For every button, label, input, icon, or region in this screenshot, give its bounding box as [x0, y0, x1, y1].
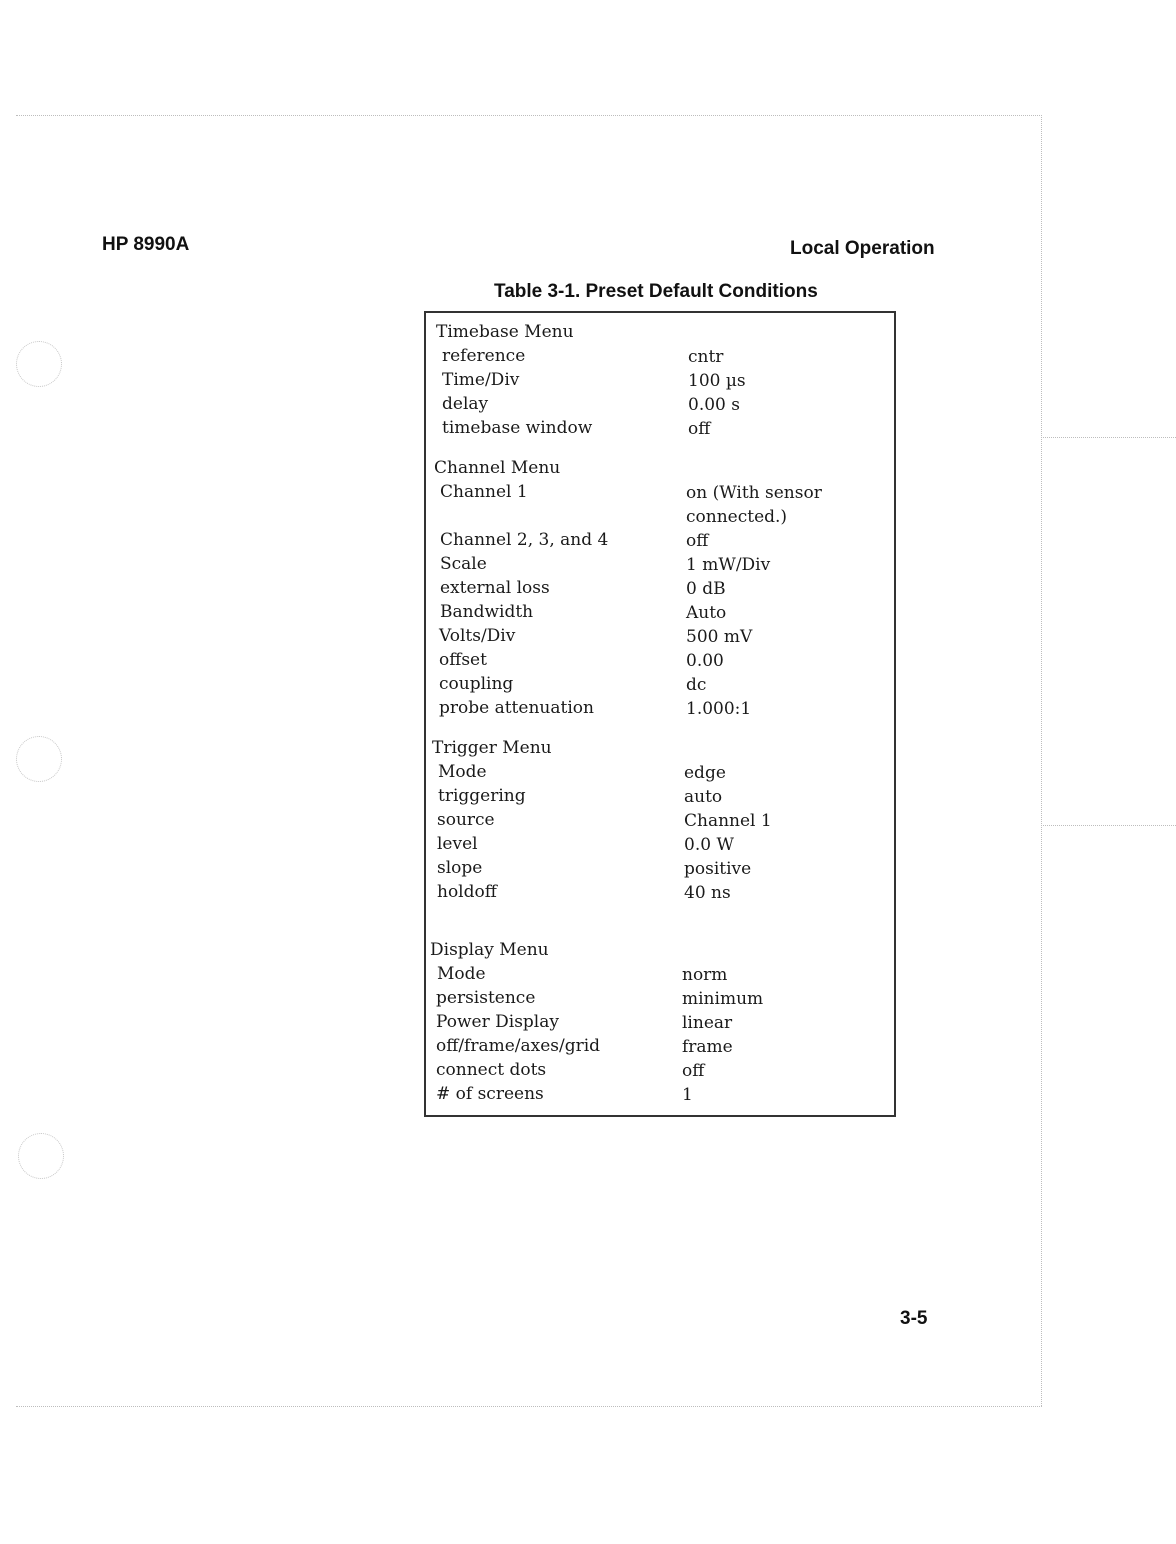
section-title-channel: Channel Menu [434, 458, 561, 478]
tab-divider-upper [1043, 437, 1176, 438]
row-label: Time/Div [442, 370, 520, 390]
tab-divider-lower [1043, 825, 1176, 826]
row-label: Mode [437, 964, 486, 984]
row-value: 1 mW/Div [686, 555, 771, 575]
row-label: reference [442, 346, 526, 366]
row-value: minimum [682, 989, 764, 1009]
row-label: off/frame/axes/grid [436, 1036, 601, 1056]
punch-hole-icon [18, 1133, 64, 1179]
row-label: triggering [438, 786, 526, 806]
row-label: # of screens [436, 1084, 544, 1104]
row-value-continued: connected.) [686, 507, 788, 527]
row-value: edge [684, 763, 726, 783]
section-title-timebase: Timebase Menu [436, 322, 574, 342]
row-value: positive [684, 859, 752, 879]
page-trim-top [16, 115, 1042, 116]
row-label: slope [437, 858, 483, 878]
row-label: holdoff [437, 882, 497, 902]
row-label: connect dots [436, 1060, 547, 1080]
row-value: auto [684, 787, 723, 807]
row-label: Volts/Div [439, 626, 516, 646]
table-caption: Table 3-1. Preset Default Conditions [494, 281, 818, 302]
row-value: 0 dB [686, 579, 726, 599]
row-value: 0.0 W [684, 835, 734, 855]
section-title-display: Display Menu [430, 940, 549, 960]
row-label: persistence [436, 988, 536, 1008]
row-value: Channel 1 [684, 811, 772, 831]
row-value: 500 mV [686, 627, 753, 647]
row-label: external loss [440, 578, 550, 598]
row-value: linear [682, 1013, 733, 1033]
row-value: 100 µs [688, 371, 746, 391]
row-value: cntr [688, 347, 724, 367]
row-value: 1.000:1 [686, 699, 752, 719]
row-value: frame [682, 1037, 733, 1057]
row-label: timebase window [442, 418, 593, 438]
header-section: Local Operation [790, 238, 935, 259]
row-value: off [682, 1061, 705, 1081]
row-value: 0.00 s [688, 395, 740, 415]
row-label: Channel 2, 3, and 4 [440, 530, 609, 550]
row-label: Power Display [436, 1012, 559, 1032]
row-value: off [688, 419, 711, 439]
row-label: source [437, 810, 495, 830]
row-label: coupling [439, 674, 514, 694]
row-label: probe attenuation [439, 698, 594, 718]
row-label: Mode [438, 762, 487, 782]
row-value: 0.00 [686, 651, 724, 671]
row-label: Bandwidth [440, 602, 534, 622]
row-value: norm [682, 965, 728, 985]
section-title-trigger: Trigger Menu [432, 738, 552, 758]
row-label: Scale [440, 554, 487, 574]
row-label: Channel 1 [440, 482, 528, 502]
row-value: 40 ns [684, 883, 731, 903]
page-number: 3-5 [900, 1308, 928, 1329]
page-trim-right [1041, 115, 1042, 1406]
row-label: offset [439, 650, 487, 670]
row-label: level [437, 834, 478, 854]
row-value: Auto [686, 603, 727, 623]
punch-hole-icon [16, 341, 62, 387]
row-value: off [686, 531, 709, 551]
punch-hole-icon [16, 736, 62, 782]
row-value: on (With sensor [686, 483, 822, 503]
row-value: dc [686, 675, 707, 695]
page-trim-bottom [16, 1406, 1042, 1407]
header-product: HP 8990A [102, 234, 190, 255]
row-value: 1 [682, 1085, 693, 1105]
row-label: delay [442, 394, 489, 414]
